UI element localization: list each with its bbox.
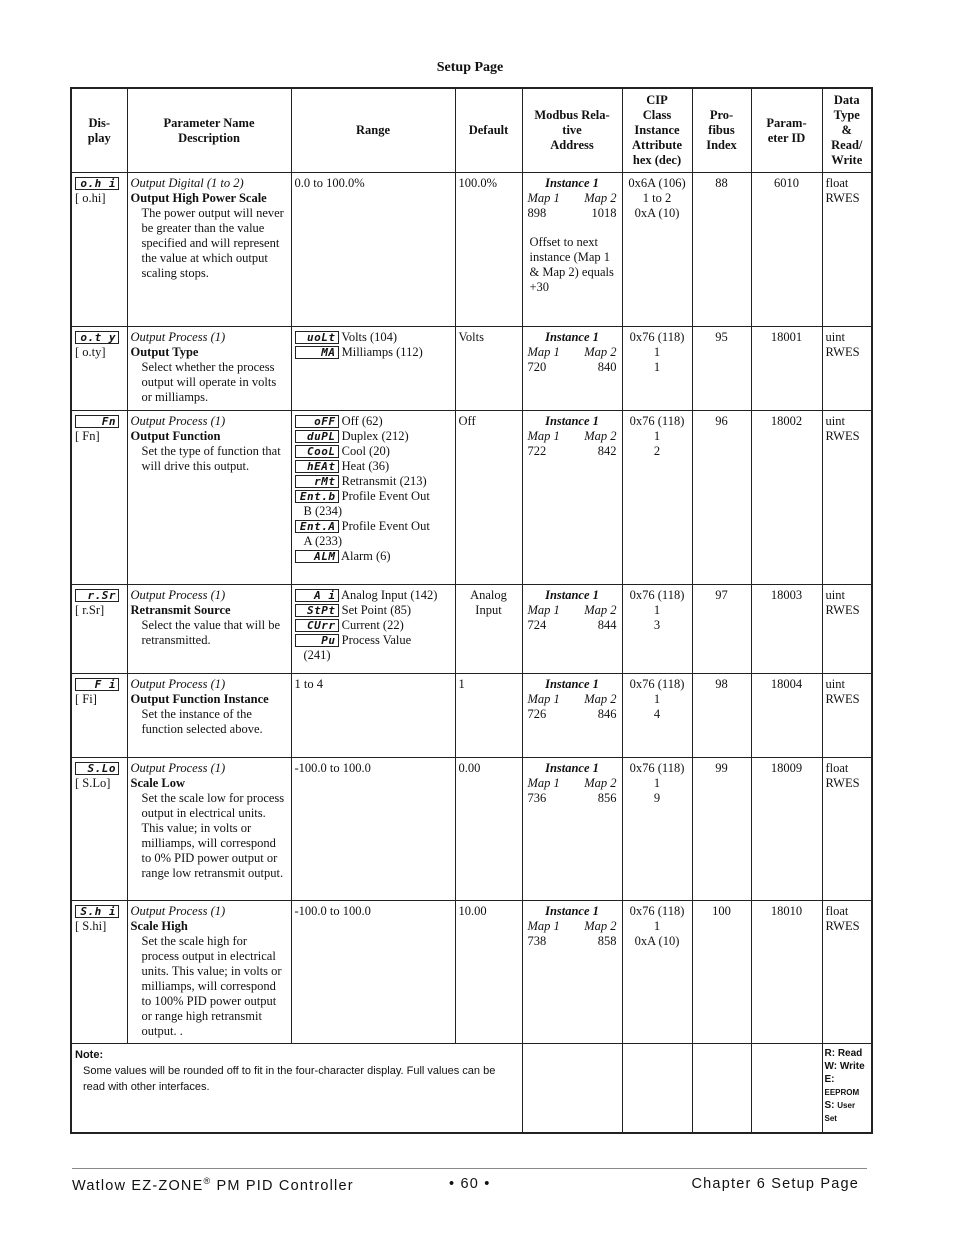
- param-group: Output Process (1): [130, 677, 226, 691]
- page-footer: [72, 1176, 859, 1196]
- data-type: uint: [825, 330, 845, 344]
- range-option: [295, 549, 452, 564]
- param-group: Output Digital (1 to 2): [130, 176, 244, 190]
- param-cell: [127, 327, 291, 411]
- cip-cell: [622, 674, 692, 758]
- map1-value: 726: [527, 707, 547, 721]
- modbus-cell: [522, 901, 622, 1044]
- footer-chapter: Chapter 6 Setup Page: [691, 1176, 859, 1192]
- option-code: CooL: [295, 445, 339, 458]
- legend-read: R: Read: [824, 1048, 863, 1059]
- profibus-cell: 88: [692, 173, 751, 327]
- option-label: Profile Event Out: [341, 519, 430, 533]
- range-cell: 1 to 4: [291, 674, 455, 758]
- param-name: Output Function Instance: [130, 692, 269, 706]
- cip-class: 0x76 (118): [629, 761, 685, 775]
- range-option: [295, 414, 452, 429]
- data-type: float: [825, 176, 849, 190]
- map2-label: Map 2: [584, 191, 617, 205]
- map2-label: Map 2: [584, 919, 617, 933]
- default-cell: Analog Input: [455, 585, 522, 674]
- display-label: [ Fn]: [75, 429, 100, 443]
- option-code: Ent.A: [295, 520, 339, 533]
- data-type-cell: [822, 585, 872, 674]
- option-label: Volts (104): [341, 330, 398, 344]
- param-cell: [127, 674, 291, 758]
- range-option: [295, 489, 452, 519]
- display-code: S.Lo: [75, 762, 119, 775]
- table-row: [71, 585, 872, 674]
- read-write: RWES: [825, 919, 860, 933]
- map2-value: 858: [597, 934, 617, 948]
- range-option: [295, 603, 452, 618]
- instance-label: Instance 1: [545, 588, 599, 602]
- instance-label: Instance 1: [545, 761, 599, 775]
- range-option: [295, 618, 452, 633]
- map2-value: 844: [597, 618, 617, 632]
- option-code: oFF: [295, 415, 339, 428]
- param-name: Scale High: [130, 919, 188, 933]
- display-label: [ o.hi]: [75, 191, 106, 205]
- modbus-cell: [522, 758, 622, 901]
- read-write: RWES: [825, 191, 860, 205]
- range-option: [295, 345, 452, 360]
- rw-legend: [822, 1044, 872, 1133]
- cip-class: 0x6A (106): [628, 176, 686, 190]
- legend-eeprom: EEPROM: [824, 1088, 860, 1097]
- range-option: [295, 633, 452, 663]
- profibus-cell: 100: [692, 901, 751, 1044]
- default-cell: 100.0%: [455, 173, 522, 327]
- map1-value: 738: [527, 934, 547, 948]
- instance-label: Instance 1: [545, 330, 599, 344]
- range-option: [295, 429, 452, 444]
- option-label: Alarm (6): [340, 549, 391, 563]
- map1-value: 722: [527, 444, 547, 458]
- option-code: rMt: [295, 475, 339, 488]
- display-code: o.t y: [75, 331, 119, 344]
- range-option: [295, 588, 452, 603]
- param-name: Output High Power Scale: [130, 191, 267, 205]
- display-label: [ Fi]: [75, 692, 97, 706]
- header-display: Dis- play: [71, 88, 127, 173]
- data-type-cell: [822, 901, 872, 1044]
- param-desc: Select whether the process output will operate in volts or milliamps.: [141, 360, 277, 404]
- table-row: [71, 411, 872, 585]
- cip-instance: 1: [653, 692, 661, 706]
- param-id-cell: 18002: [751, 411, 822, 585]
- cip-attribute: 0xA (10): [634, 206, 680, 220]
- range-cell: [291, 585, 455, 674]
- legend-s-key: S:: [824, 1100, 835, 1111]
- note-blank: [622, 1044, 692, 1133]
- map1-value: 720: [527, 360, 547, 374]
- header-profibus: Pro- fibus Index: [692, 88, 751, 173]
- header-param-id: Param- eter ID: [751, 88, 822, 173]
- param-cell: [127, 758, 291, 901]
- map2-label: Map 2: [584, 345, 617, 359]
- cip-class: 0x76 (118): [629, 904, 685, 918]
- map2-value: 856: [597, 791, 617, 805]
- profibus-cell: 95: [692, 327, 751, 411]
- cip-instance: 1: [653, 776, 661, 790]
- cip-cell: [622, 758, 692, 901]
- display-cell: [71, 674, 127, 758]
- option-label: Analog Input (142): [340, 588, 438, 602]
- map2-label: Map 2: [584, 692, 617, 706]
- note-blank: [751, 1044, 822, 1133]
- cip-cell: [622, 901, 692, 1044]
- map1-label: Map 1: [527, 919, 560, 933]
- param-name: Output Function: [130, 429, 221, 443]
- range-cell: [291, 411, 455, 585]
- profibus-cell: 96: [692, 411, 751, 585]
- option-code: ALM: [295, 550, 339, 563]
- default-cell: 10.00: [455, 901, 522, 1044]
- option-label: Process Value: [341, 633, 412, 647]
- range-cell: 0.0 to 100.0%: [291, 173, 455, 327]
- instance-label: Instance 1: [545, 176, 599, 190]
- map1-value: 898: [527, 206, 547, 220]
- cip-instance: 1: [653, 919, 661, 933]
- data-type: uint: [825, 588, 845, 602]
- map1-value: 736: [527, 791, 547, 805]
- instance-label: Instance 1: [545, 904, 599, 918]
- param-group: Output Process (1): [130, 414, 226, 428]
- option-code: MA: [295, 346, 339, 359]
- legend-write: W: Write: [824, 1061, 865, 1072]
- map1-label: Map 1: [527, 692, 560, 706]
- cip-class: 0x76 (118): [629, 330, 685, 344]
- data-type-cell: [822, 327, 872, 411]
- data-type-cell: [822, 674, 872, 758]
- cip-cell: [622, 411, 692, 585]
- instance-label: Instance 1: [545, 677, 599, 691]
- map2-value: 1018: [591, 206, 617, 220]
- display-code: S.h i: [75, 905, 119, 918]
- map1-label: Map 1: [527, 191, 560, 205]
- header-range: Range: [291, 88, 455, 173]
- cip-class: 0x76 (118): [629, 677, 685, 691]
- table-row: [71, 758, 872, 901]
- cip-instance: 1 to 2: [642, 191, 672, 205]
- param-group: Output Process (1): [130, 761, 226, 775]
- offset-note: Offset to next instance (Map 1 & Map 2) equals +30: [529, 235, 614, 294]
- param-id-cell: 18003: [751, 585, 822, 674]
- footer-rule: [72, 1168, 867, 1169]
- legend-user-set: User Set: [824, 1101, 856, 1123]
- param-cell: [127, 173, 291, 327]
- param-desc: The power output will never be greater than the value specified and will represent the value at which output scaling stops.: [141, 206, 284, 280]
- option-label-cont: B (234): [303, 504, 343, 518]
- option-code: Pu: [295, 634, 339, 647]
- default-cell: 0.00: [455, 758, 522, 901]
- map2-value: 840: [597, 360, 617, 374]
- range-option: [295, 444, 452, 459]
- modbus-cell: [522, 173, 622, 327]
- option-code: duPL: [295, 430, 339, 443]
- param-desc: Select the value that will be retransmitted.: [141, 618, 280, 647]
- option-label: Profile Event Out: [341, 489, 430, 503]
- option-label-cont: (241): [303, 648, 331, 662]
- map2-value: 846: [597, 707, 617, 721]
- option-label: Cool (20): [341, 444, 390, 458]
- option-code: CUrr: [295, 619, 339, 632]
- option-code: hEAt: [295, 460, 339, 473]
- profibus-cell: 99: [692, 758, 751, 901]
- range-option: [295, 519, 452, 549]
- page-number: • 60 •: [449, 1176, 491, 1192]
- cip-cell: [622, 585, 692, 674]
- option-label-cont: A (233): [303, 534, 343, 548]
- map1-label: Map 1: [527, 345, 560, 359]
- map2-label: Map 2: [584, 429, 617, 443]
- cip-cell: [622, 173, 692, 327]
- header-data-type: Data Type & Read/ Write: [822, 88, 872, 173]
- display-code: r.Sr: [75, 589, 119, 602]
- read-write: RWES: [825, 692, 860, 706]
- param-cell: [127, 585, 291, 674]
- note-cell: [71, 1044, 522, 1133]
- map1-label: Map 1: [527, 429, 560, 443]
- data-type-cell: [822, 758, 872, 901]
- option-code: Ent.b: [295, 490, 339, 503]
- map2-label: Map 2: [584, 776, 617, 790]
- profibus-cell: 97: [692, 585, 751, 674]
- display-label: [ o.ty]: [75, 345, 106, 359]
- table-row: [71, 327, 872, 411]
- read-write: RWES: [825, 429, 860, 443]
- data-type-cell: [822, 173, 872, 327]
- param-id-cell: 18010: [751, 901, 822, 1044]
- param-id-cell: 18001: [751, 327, 822, 411]
- legend-e-key: E:: [824, 1074, 835, 1085]
- note-text: Some values will be rounded off to fit in the four-character display. Full values can be read with other interfaces.: [83, 1065, 496, 1093]
- display-cell: [71, 758, 127, 901]
- page-heading: Setup Page: [436, 60, 504, 75]
- table-header-row: [71, 88, 872, 173]
- modbus-cell: [522, 674, 622, 758]
- display-cell: [71, 327, 127, 411]
- param-name: Output Type: [130, 345, 199, 359]
- data-type-cell: [822, 411, 872, 585]
- display-cell: [71, 411, 127, 585]
- range-option: [295, 474, 452, 489]
- range-option: [295, 459, 452, 474]
- display-cell: [71, 173, 127, 327]
- param-id-cell: 6010: [751, 173, 822, 327]
- param-cell: [127, 411, 291, 585]
- cip-attribute: 2: [653, 444, 661, 458]
- range-cell: -100.0 to 100.0: [291, 901, 455, 1044]
- table-row: [71, 674, 872, 758]
- range-cell: [291, 327, 455, 411]
- header-param: Parameter Name Description: [127, 88, 291, 173]
- cip-instance: 1: [653, 345, 661, 359]
- note-blank: [692, 1044, 751, 1133]
- modbus-cell: [522, 327, 622, 411]
- option-label: Current (22): [341, 618, 404, 632]
- param-name: Retransmit Source: [130, 603, 231, 617]
- param-group: Output Process (1): [130, 330, 226, 344]
- option-label: Duplex (212): [341, 429, 409, 443]
- table-row: [71, 173, 872, 327]
- read-write: RWES: [825, 603, 860, 617]
- option-label: Heat (36): [341, 459, 390, 473]
- display-code: F i: [75, 678, 119, 691]
- option-label: Set Point (85): [341, 603, 412, 617]
- display-cell: [71, 901, 127, 1044]
- option-label: Milliamps (112): [341, 345, 423, 359]
- cip-class: 0x76 (118): [629, 414, 685, 428]
- param-id-cell: 18004: [751, 674, 822, 758]
- map1-label: Map 1: [527, 776, 560, 790]
- cip-attribute: 1: [653, 360, 661, 374]
- read-write: RWES: [825, 345, 860, 359]
- default-cell: Off: [455, 411, 522, 585]
- data-type: float: [825, 904, 849, 918]
- map1-label: Map 1: [527, 603, 560, 617]
- display-label: [ r.Sr]: [75, 603, 105, 617]
- cip-attribute: 9: [653, 791, 661, 805]
- map2-value: 842: [597, 444, 617, 458]
- display-cell: [71, 585, 127, 674]
- param-name: Scale Low: [130, 776, 186, 790]
- display-code: o.h i: [75, 177, 119, 190]
- display-label: [ S.Lo]: [75, 776, 111, 790]
- map2-label: Map 2: [584, 603, 617, 617]
- cip-attribute: 3: [653, 618, 661, 632]
- read-write: RWES: [825, 776, 860, 790]
- option-label: Off (62): [341, 414, 383, 428]
- header-modbus: Modbus Rela- tive Address: [522, 88, 622, 173]
- setup-table: [70, 87, 873, 1134]
- cip-attribute: 0xA (10): [634, 934, 680, 948]
- data-type: uint: [825, 677, 845, 691]
- param-group: Output Process (1): [130, 904, 226, 918]
- cip-class: 0x76 (118): [629, 588, 685, 602]
- header-default: Default: [455, 88, 522, 173]
- param-desc: Set the scale low for process output in electrical units. This value; in volts or milliamps, will correspond to 0% PID power output or range low retransmit output.: [141, 791, 285, 880]
- param-desc: Set the type of function that will drive this output.: [141, 444, 281, 473]
- display-label: [ S.hi]: [75, 919, 107, 933]
- range-cell: -100.0 to 100.0: [291, 758, 455, 901]
- instance-label: Instance 1: [545, 414, 599, 428]
- cip-attribute: 4: [653, 707, 661, 721]
- footer-product: Watlow EZ-ZONE® PM PID Controller: [72, 1176, 354, 1194]
- data-type: uint: [825, 414, 845, 428]
- modbus-cell: [522, 411, 622, 585]
- note-row: [71, 1044, 872, 1133]
- param-cell: [127, 901, 291, 1044]
- default-cell: Volts: [455, 327, 522, 411]
- option-label: Retransmit (213): [341, 474, 427, 488]
- cip-instance: 1: [653, 429, 661, 443]
- default-cell: 1: [455, 674, 522, 758]
- note-blank: [522, 1044, 622, 1133]
- option-code: A i: [295, 589, 339, 602]
- param-id-cell: 18009: [751, 758, 822, 901]
- param-desc: Set the scale high for process output in electrical units. This value; in volts or milliamps, will correspond to 100% PID power output or range high retransmit output. .: [141, 934, 282, 1038]
- display-code: Fn: [75, 415, 119, 428]
- param-desc: Set the instance of the function selected above.: [141, 707, 263, 736]
- profibus-cell: 98: [692, 674, 751, 758]
- data-type: float: [825, 761, 849, 775]
- range-option: [295, 330, 452, 345]
- cip-cell: [622, 327, 692, 411]
- param-group: Output Process (1): [130, 588, 226, 602]
- option-code: uoLt: [295, 331, 339, 344]
- option-code: StPt: [295, 604, 339, 617]
- header-cip: CIP Class Instance Attribute hex (dec): [622, 88, 692, 173]
- map1-value: 724: [527, 618, 547, 632]
- cip-instance: 1: [653, 603, 661, 617]
- note-title: Note:: [75, 1049, 104, 1061]
- modbus-cell: [522, 585, 622, 674]
- table-row: [71, 901, 872, 1044]
